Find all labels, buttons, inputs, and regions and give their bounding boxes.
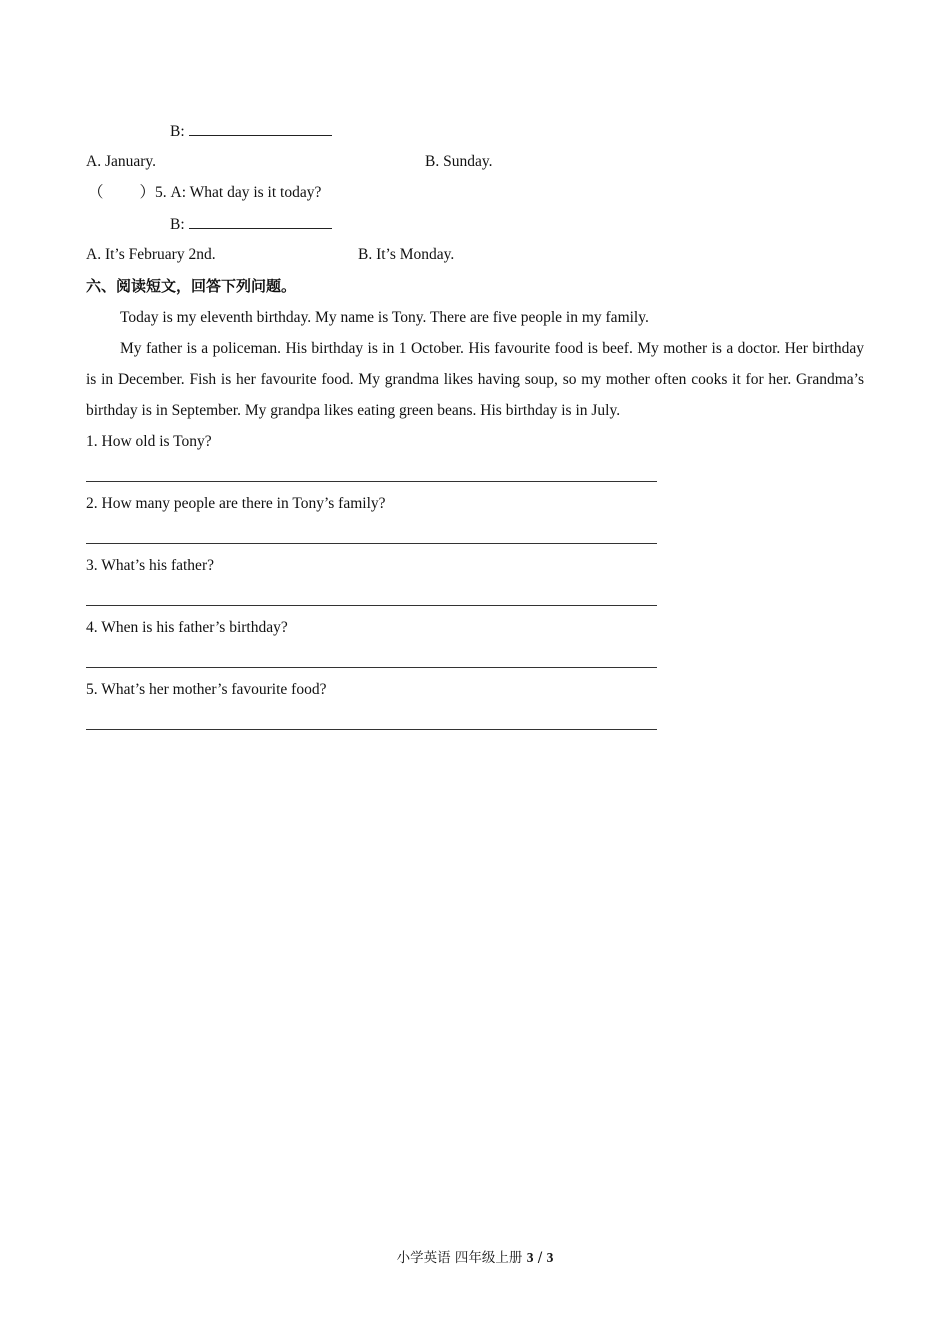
q5-option-a: A. It’s February 2nd. [86, 246, 216, 263]
q4-option-a: A. January. [86, 153, 157, 170]
page-footer [0, 1246, 950, 1266]
answer-line-2[interactable] [86, 543, 657, 544]
q5-option-b: B. It’s Monday. [358, 246, 455, 263]
footer-text: 小学英语 四年级上册 [396, 1250, 523, 1266]
page-number-current: 3 [526, 1250, 534, 1265]
q4-answer-blank[interactable] [189, 121, 332, 136]
q4-option-b: B. Sunday. [425, 153, 493, 170]
question-3: 3. What’s his father? [86, 557, 214, 574]
answer-line-4[interactable] [86, 667, 657, 668]
answer-line-1[interactable] [86, 481, 657, 482]
reading-paragraph-1: Today is my eleventh birthday. My name is Tony. There are five people in my family. [120, 309, 649, 326]
question-1: 1. How old is Tony? [86, 433, 212, 450]
q4-b-label: B: [170, 123, 185, 140]
q5-answer-line [170, 214, 332, 235]
q5-b-label: B: [170, 216, 185, 233]
question-5: 5. What’s her mother’s favourite food? [86, 681, 327, 698]
question-2: 2. How many people are there in Tony’s family? [86, 495, 386, 512]
page-number-separator: / [537, 1250, 543, 1266]
q5-question-line [88, 183, 321, 203]
answer-line-3[interactable] [86, 605, 657, 606]
q5-paren-open: （ [88, 184, 104, 201]
question-4: 4. When is his father’s birthday? [86, 619, 288, 636]
section6-heading: 六、阅读短文，回答下列问题。 [86, 277, 297, 295]
q4-answer-line [170, 121, 332, 142]
answer-line-5[interactable] [86, 729, 657, 730]
q5-question-text: 5. A: What day is it today? [155, 184, 322, 201]
q5-paren-close: ） [139, 184, 156, 201]
page-number-total: 3 [546, 1250, 554, 1265]
q5-answer-blank[interactable] [189, 214, 332, 229]
reading-paragraph-2: My father is a policeman. His birthday is in 1 October. His favourite food is beef. My mother is a doctor. Her birthday is in December. Fish is her favourite food. My grandma likes having soup, so my mother often cooks it for her. Grandma’s birthday is in September. My grandpa likes eating green beans. His birthday is in July. [86, 340, 864, 419]
